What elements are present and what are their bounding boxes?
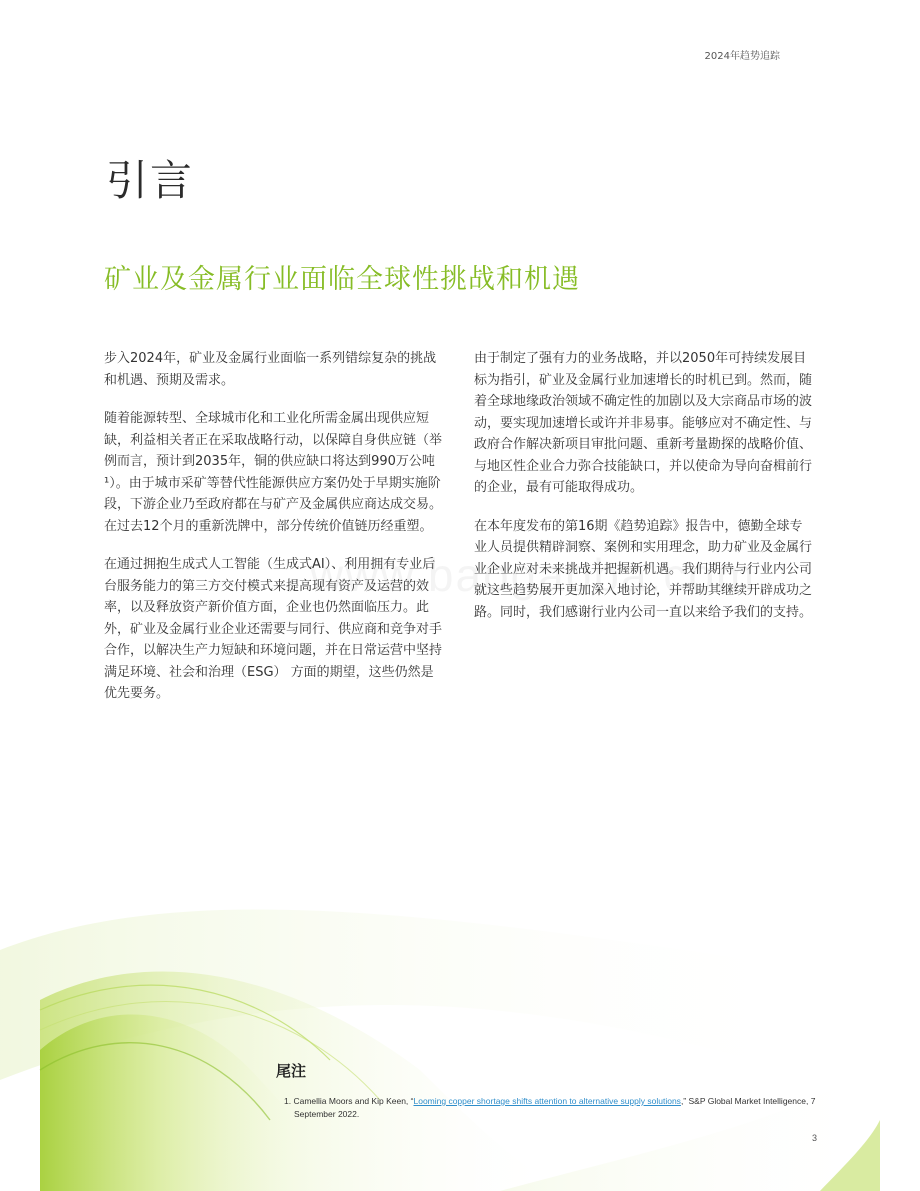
paragraph: 由于制定了强有力的业务战略，并以2050年可持续发展目标为指引，矿业及金属行业加速增长的时机已到。然而，随着全球地缘政治领域不确定性的加剧以及大宗商品市场的波动，要实现加速增长或许并非易事。能够应对不确定性、与政府合作解决新项目审批问题、重新考量勘探的战略价值、与地区性企业合力弥合技能缺口，并以使命为导向奋楫前行的企业，最有可能取得成功。 xyxy=(474,351,813,495)
watermark xyxy=(310,548,756,602)
paragraph: 随着能源转型、全球城市化和工业化所需金属出现供应短缺，利益相关者正在采取战略行动，以保障自身供应链（举例而言，预计到2035年，铜的供应缺口将达到990万公吨¹）。由于城市采矿等替代性能源供应方案仍处于早期实施阶段，下游企业乃至政府都在与矿产及金属供应商达成交易。在过去12个月的重新洗牌中，部分传统价值链历经重塑。 xyxy=(104,411,443,534)
endnote-text-after: ,” S&P Global Market Intelligence, 7 September 2022. xyxy=(294,1096,816,1119)
endnote-item xyxy=(276,1095,816,1121)
left-column xyxy=(104,348,444,722)
section-subtitle: 矿业及金属行业面临全球性挑战和机遇 xyxy=(104,264,580,295)
endnotes-title: 尾注 xyxy=(276,1062,307,1080)
paragraph: 步入2024年，矿业及金属行业面临一系列错综复杂的挑战和机遇、预期及需求。 xyxy=(104,351,437,388)
header-tag: 2024年趋势追踪 xyxy=(704,51,780,62)
endnotes xyxy=(276,1060,816,1121)
paragraph: 在通过拥抱生成式人工智能（生成式AI）、利用拥有专业后台服务能力的第三方交付模式来提高现有资产及运营的效率，以及释放资产新价值方面，企业也仍然面临压力。此外，矿业及金属行业企业还需要与同行、供应商和竞争对手合作，以解决生产力短缺和环境问题，并在日常运营中坚持满足环境、社会和治理（ESG） 方面的期望，这些仍然是优先要务。 xyxy=(104,557,443,701)
endnote-number: 1. xyxy=(284,1096,292,1106)
section-title: 引言 xyxy=(106,156,195,205)
endnote-link[interactable]: Looming copper shortage shifts attention to alternative supply solutions xyxy=(413,1096,681,1106)
paragraph: 在本年度发布的第16期《趋势追踪》报告中，德勤全球专业人员提供精辟洞察、案例和实用理念，助力矿业及金属行业企业应对未来挑战并把握新机遇。我们期待与行业内公司就这些趋势展开更加深入地讨论，并帮助其继续开辟成功之路。同时，我们感谢行业内公司一直以来给予我们的支持。 xyxy=(474,518,813,620)
page-number: 3 xyxy=(811,1133,817,1143)
endnote-text-before: Camellia Moors and Kip Keen, “ xyxy=(293,1096,414,1106)
decorative-green-swoosh xyxy=(0,820,920,1191)
